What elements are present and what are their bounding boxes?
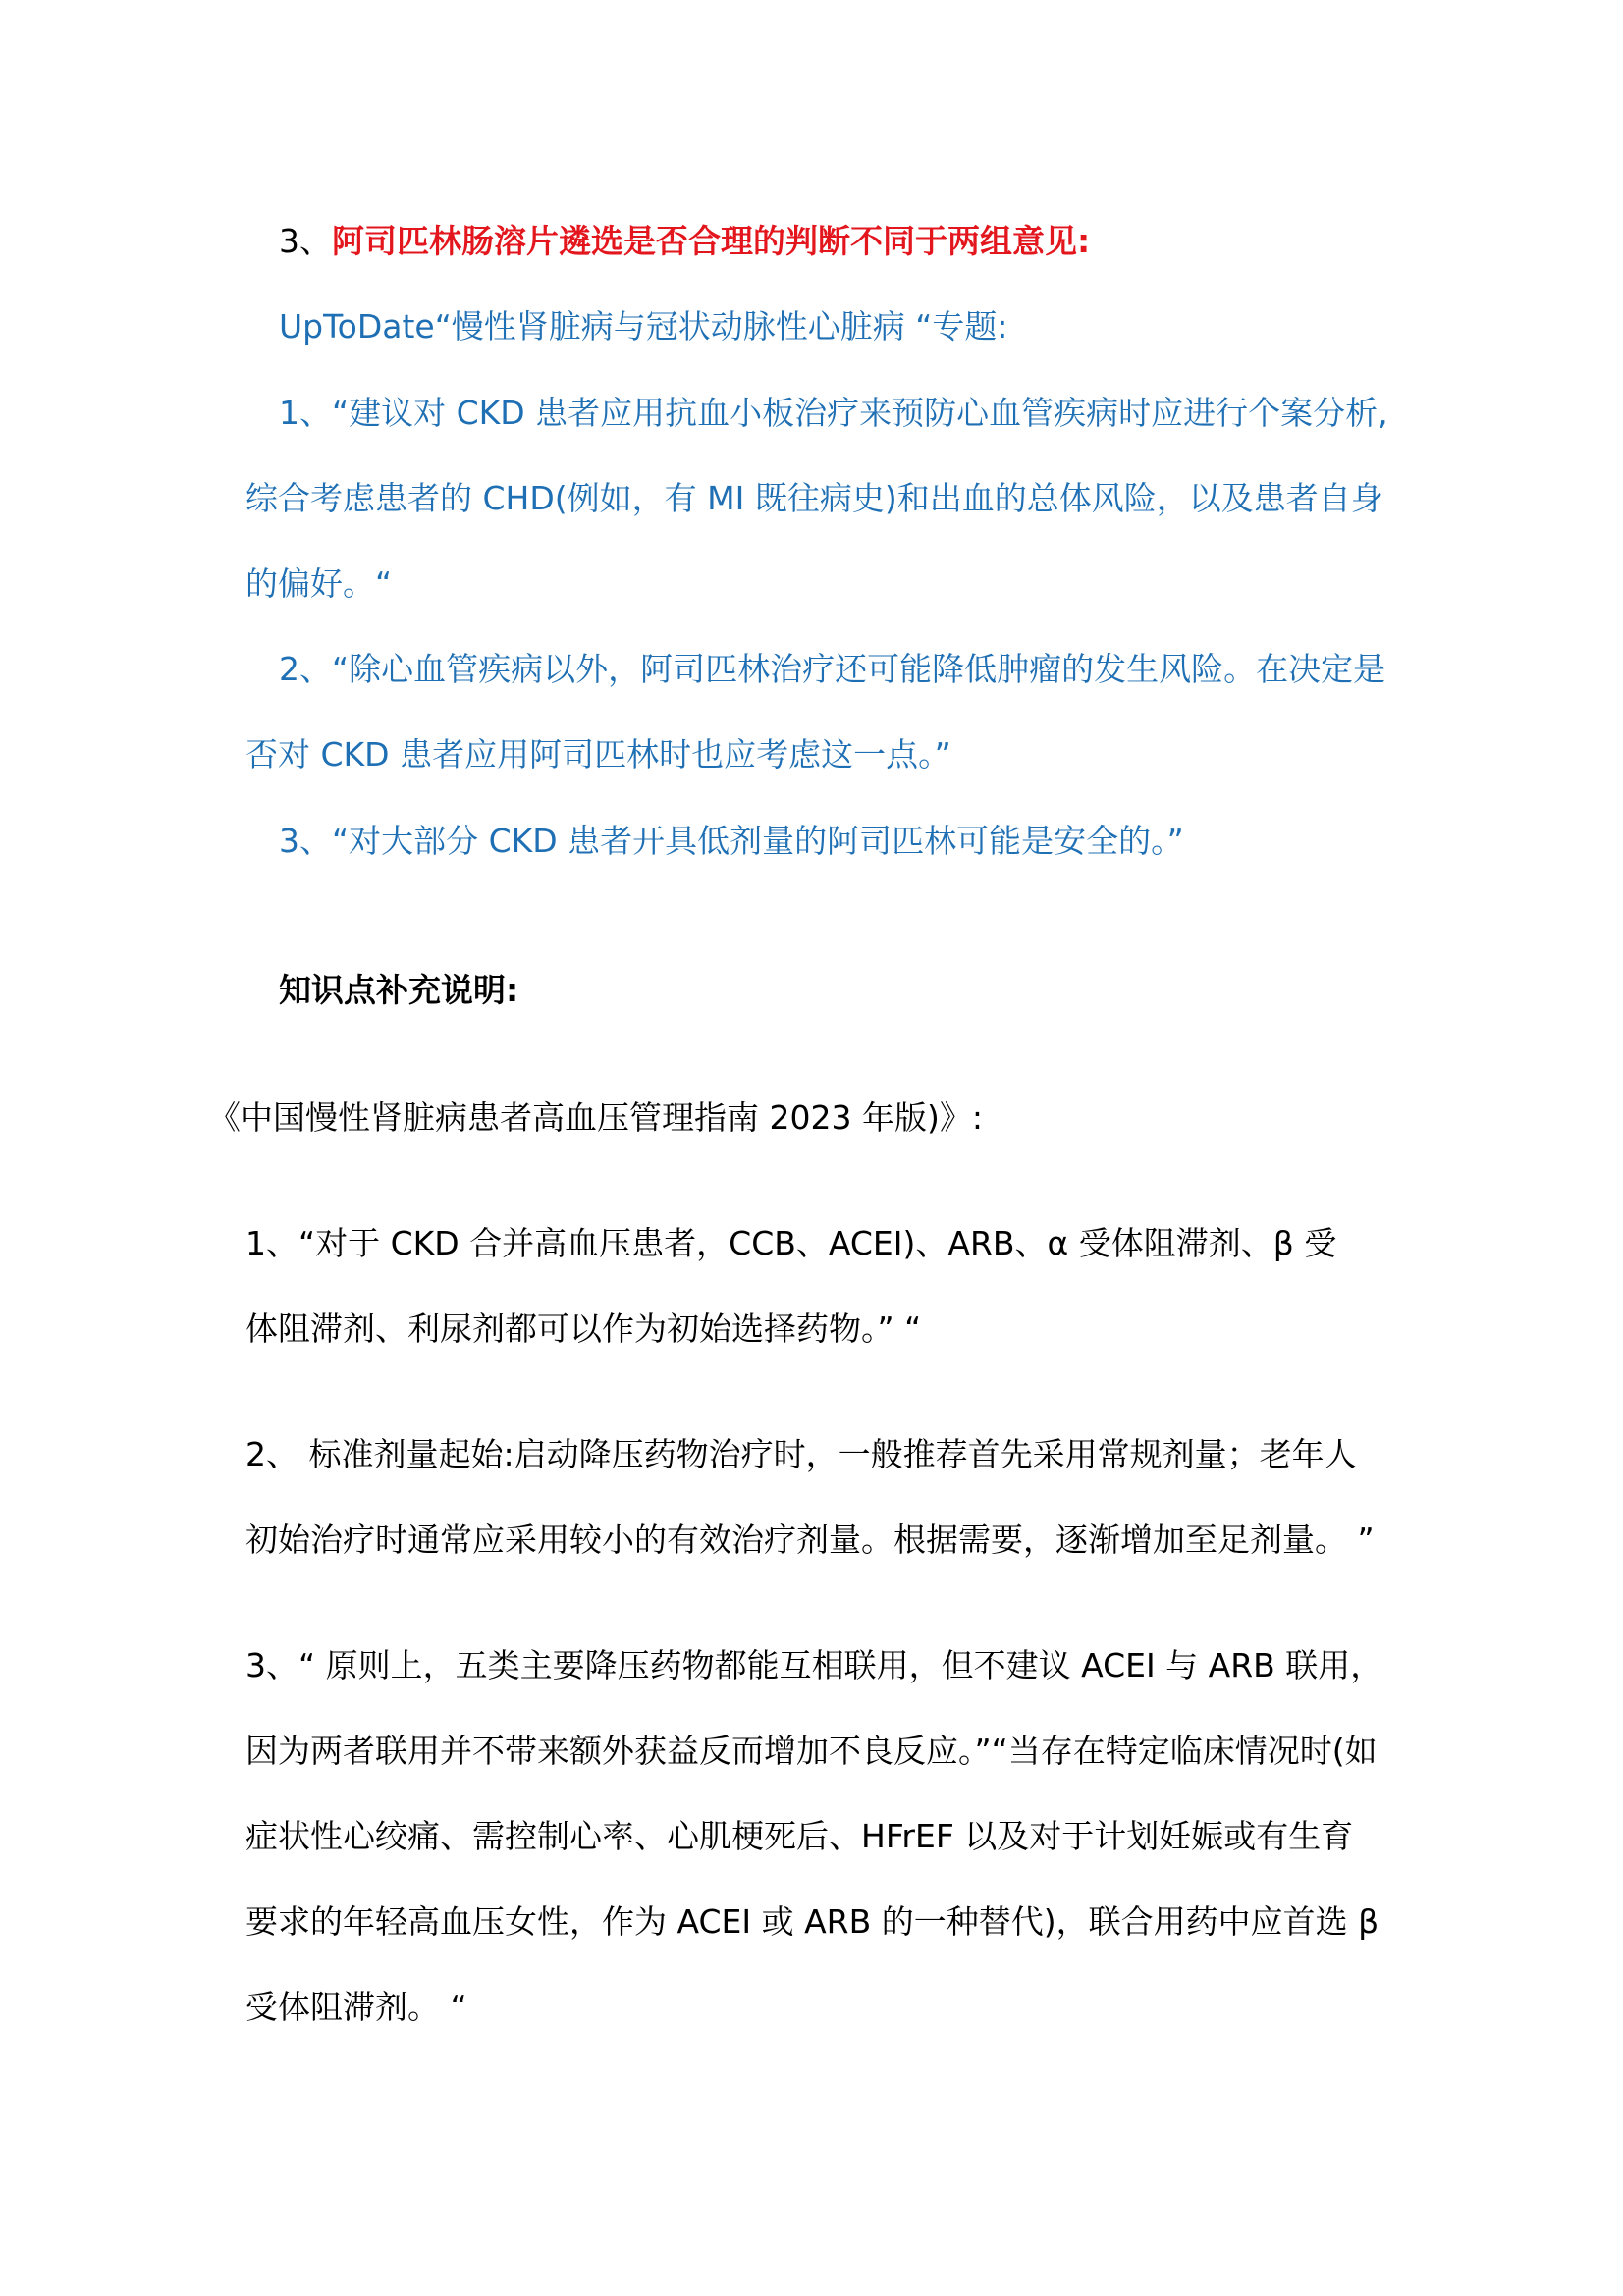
uptodate-point1-line3: 的偏好。“ bbox=[245, 564, 393, 603]
knowledge-item2-line1: 2、 标准剂量起始:启动降压药物治疗时，一般推荐首先采用常规剂量；老年人 bbox=[245, 1435, 1357, 1473]
uptodate-point2-line1: 2、“除心血管疾病以外，阿司匹林治疗还可能降低肿瘤的发生风险。在决定是 bbox=[279, 650, 1386, 688]
section3-heading: 阿司匹林肠溶片遴选是否合理的判断不同于两组意见: bbox=[332, 222, 1091, 260]
section3-number: 3、 bbox=[279, 222, 332, 260]
knowledge-item3-line5: 受体阻滞剂。 “ bbox=[245, 1988, 467, 2026]
uptodate-point1-line1: 1、“建议对 CKD 患者应用抗血小板治疗来预防心血管疾病时应进行个案分析, bbox=[279, 394, 1388, 432]
uptodate-point1-line2: 综合考虑患者的 CHD(例如，有 MI 既往病史)和出血的总体风险，以及患者自身 bbox=[245, 479, 1383, 517]
knowledge-item3-line4: 要求的年轻高血压女性，作为 ACEI 或 ARB 的一种替代)，联合用药中应首选 β bbox=[245, 1902, 1380, 1941]
knowledge-item3-line2: 因为两者联用并不带来额外获益反而增加不良反应。”“当存在特定临床情况时(如 bbox=[245, 1732, 1378, 1770]
knowledge-item1-line1: 1、“对于 CKD 合并高血压患者，CCB、ACEI)、ARB、α 受体阻滞剂、β 受 bbox=[245, 1224, 1337, 1262]
uptodate-intro: UpToDate“慢性肾脏病与冠状动脉性心脏病 “专题: bbox=[279, 307, 1008, 346]
knowledge-item1-line2: 体阻滞剂、利尿剂都可以作为初始选择药物。” “ bbox=[245, 1309, 922, 1348]
guideline-title: 《中国慢性肾脏病患者高血压管理指南 2023 年版)》: bbox=[208, 1098, 983, 1137]
knowledge-item3-line1: 3、“ 原则上，五类主要降压药物都能互相联用，但不建议 ACEI 与 ARB 联用， bbox=[245, 1646, 1383, 1684]
knowledge-heading: 知识点补充说明: bbox=[279, 971, 519, 1009]
knowledge-item3-line3: 症状性心绞痛、需控制心率、心肌梗死后、HFrEF 以及对于计划妊娠或有生育 bbox=[245, 1817, 1354, 1855]
uptodate-point2-line2: 否对 CKD 患者应用阿司匹林时也应考虑这一点。” bbox=[245, 735, 951, 774]
knowledge-item2-line2: 初始治疗时通常应采用较小的有效治疗剂量。根据需要，逐渐增加至足剂量。 ” bbox=[245, 1521, 1375, 1559]
uptodate-point3-line1: 3、“对大部分 CKD 患者开具低剂量的阿司匹林可能是安全的。” bbox=[279, 822, 1184, 860]
section3-heading-line bbox=[279, 220, 1384, 263]
